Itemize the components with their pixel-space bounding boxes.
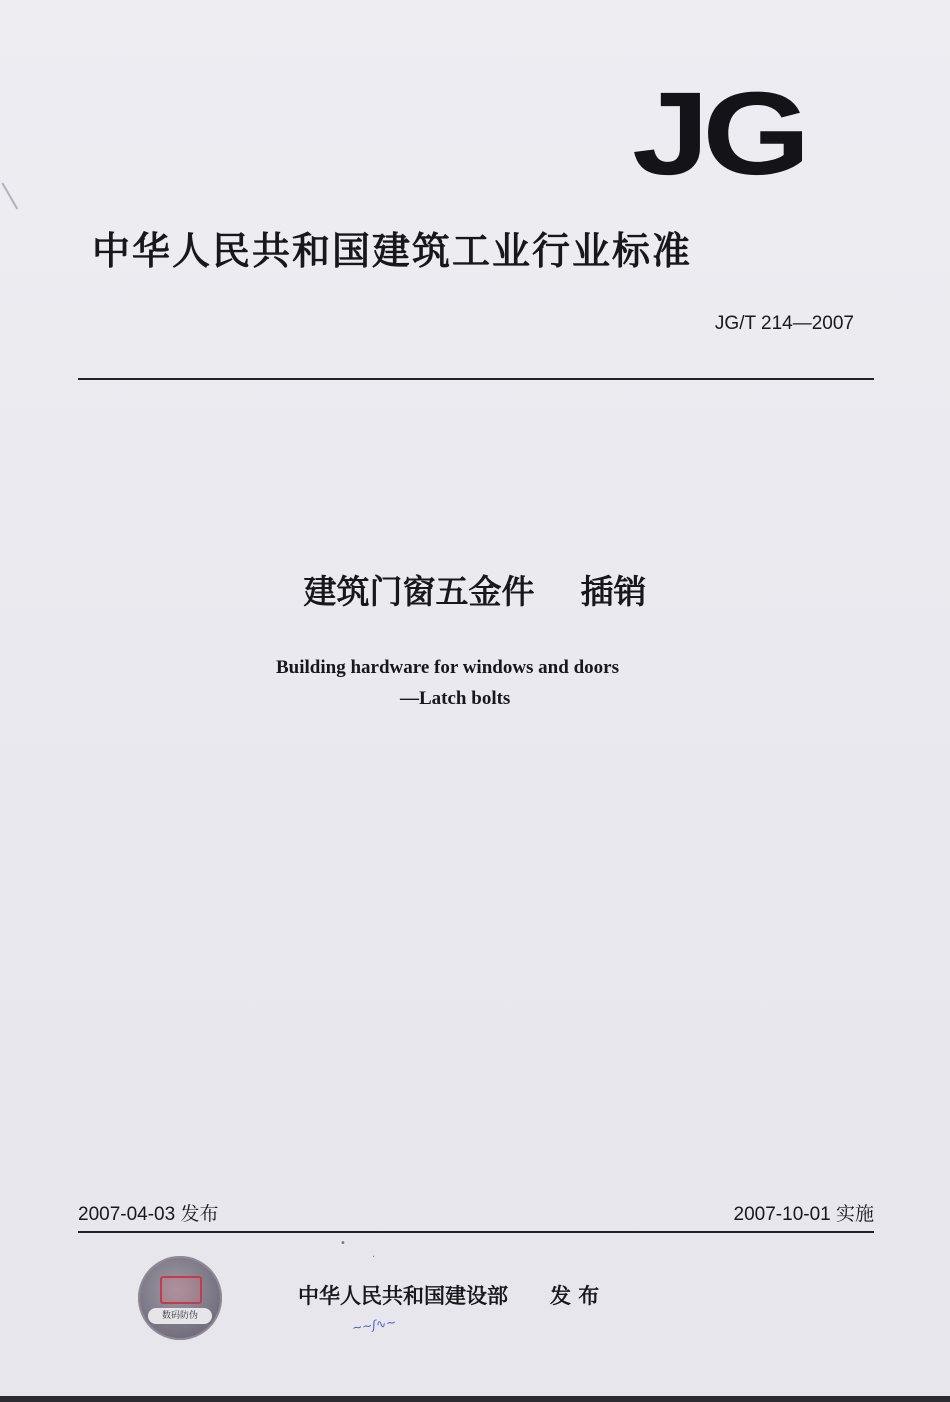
jg-logo: JG <box>632 68 804 200</box>
margin-mark <box>1 177 28 210</box>
title-en-line2: —Latch bolts <box>400 688 511 709</box>
anti-counterfeit-seal-icon <box>138 1256 222 1340</box>
bottom-rule <box>78 1231 874 1233</box>
ink-signature-mark: ~~ʃ∿~ <box>351 1314 398 1336</box>
title-en-line1: Building hardware for windows and doors <box>276 657 619 678</box>
issue-date: 2007-04-03 发布 <box>78 1204 219 1225</box>
issuer-name: 中华人民共和国建设部 <box>298 1284 508 1308</box>
seal-emblem-icon <box>160 1276 202 1304</box>
title-en <box>276 652 619 714</box>
org-title: 中华人民共和国建筑工业行业标准 <box>92 229 693 273</box>
issuer <box>298 1280 599 1310</box>
title-cn <box>0 566 950 613</box>
issuer-action: 发 布 <box>550 1284 600 1308</box>
seal-label: 数码防伪 <box>148 1308 212 1324</box>
speck: · <box>372 1252 376 1263</box>
standard-code: JG/T 214—2007 <box>714 313 854 334</box>
speck: • <box>340 1238 346 1249</box>
implement-date: 2007-10-01 实施 <box>733 1204 874 1225</box>
title-cn-part1: 建筑门窗五金件 <box>303 572 535 611</box>
title-cn-part2: 插销 <box>580 572 647 611</box>
page-bottom-edge <box>0 1396 950 1402</box>
